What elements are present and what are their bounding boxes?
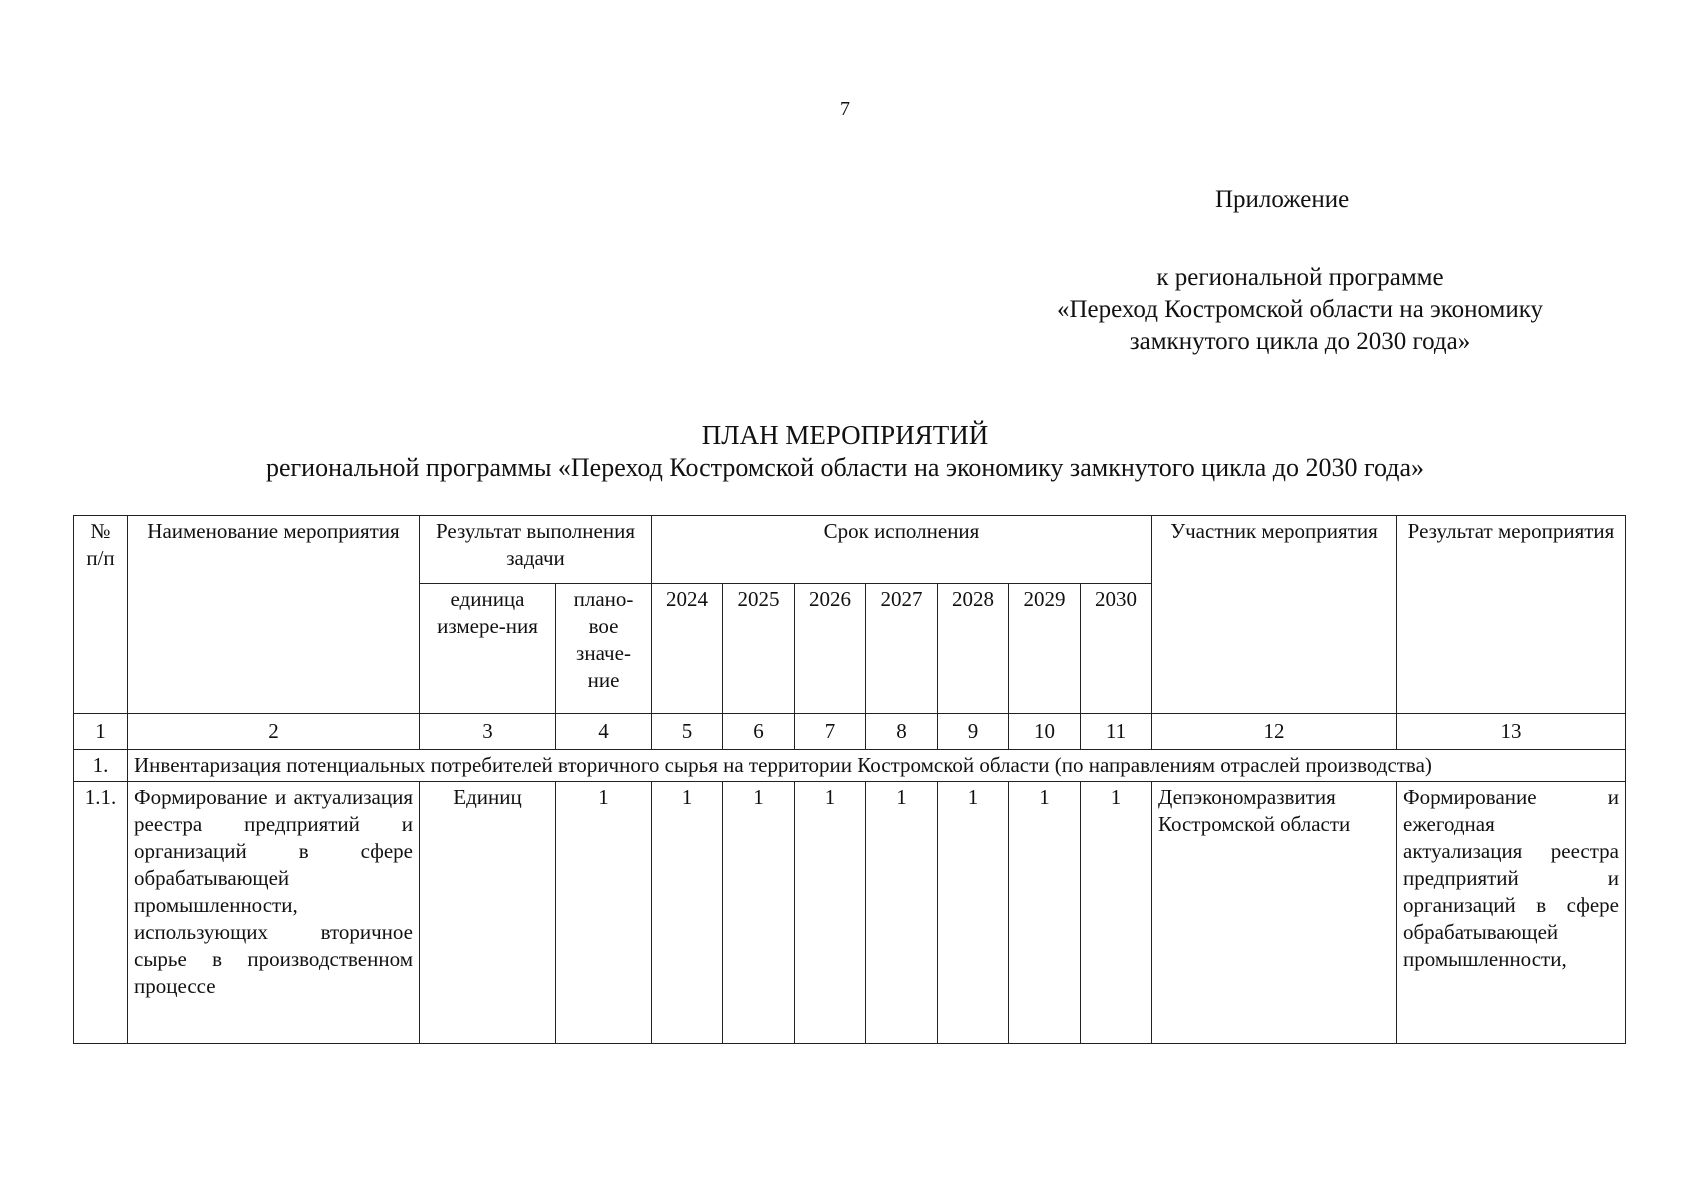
- column-number: 1: [74, 714, 128, 750]
- header-participant: Участник мероприятия: [1152, 516, 1397, 714]
- row-year-value: 1: [723, 782, 795, 1044]
- column-number: 9: [938, 714, 1009, 750]
- plan-subtitle: региональной программы «Переход Костромской области на экономику замкнутого цикла до 2030 года»: [265, 453, 1425, 482]
- column-number: 8: [866, 714, 938, 750]
- header-year: 2028: [938, 584, 1009, 714]
- annex-title: Приложение: [1215, 186, 1350, 213]
- row-name: Формирование и актуализация реестра предприятий и организаций в сфере обрабатывающей промышленности, использующих вторичное сырье в производственном процессе: [128, 782, 420, 1044]
- row-planned: 1: [556, 782, 652, 1044]
- row-year-value: 1: [938, 782, 1009, 1044]
- annex-reference: [990, 262, 1610, 358]
- header-name: Наименование мероприятия: [128, 516, 420, 714]
- column-number: 6: [723, 714, 795, 750]
- row-year-value: 1: [795, 782, 866, 1044]
- header-year: 2024: [652, 584, 723, 714]
- annex-ref-line: к региональной программе: [1156, 264, 1444, 291]
- section-row: [74, 750, 1626, 782]
- header-year: 2026: [795, 584, 866, 714]
- annex-ref-line: «Переход Костромской области на экономику: [1056, 296, 1544, 323]
- column-number: 12: [1152, 714, 1397, 750]
- header-year: 2029: [1009, 584, 1081, 714]
- header-year: 2025: [723, 584, 795, 714]
- annex-ref-line: замкнутого цикла до 2030 года»: [1129, 328, 1471, 355]
- header-year: 2030: [1081, 584, 1152, 714]
- page-number: 7: [840, 98, 850, 120]
- row-year-value: 1: [652, 782, 723, 1044]
- column-number: 10: [1009, 714, 1081, 750]
- column-number-row: [74, 714, 1626, 750]
- header-planned: плано-вое значе-ние: [556, 584, 652, 714]
- header-year: 2027: [866, 584, 938, 714]
- header-deadline: Срок исполнения: [652, 516, 1152, 584]
- row-result: Формирование и ежегодная актуализация реестра предприятий и организаций в сфере обрабатывающей промышленности,: [1397, 782, 1626, 1044]
- table-row: [74, 782, 1626, 1044]
- header-task-result: Результат выполнения задачи: [420, 516, 652, 584]
- plan-title: ПЛАН МЕРОПРИЯТИЙ: [701, 420, 989, 450]
- column-number: 4: [556, 714, 652, 750]
- column-number: 11: [1081, 714, 1152, 750]
- header-unit: единица измере-ния: [420, 584, 556, 714]
- plan-table: [73, 515, 1626, 1044]
- row-unit: Единиц: [420, 782, 556, 1044]
- section-title: Инвентаризация потенциальных потребителей вторичного сырья на территории Костромской области (по направлениям отраслей производства): [128, 750, 1626, 782]
- column-number: 2: [128, 714, 420, 750]
- header-num: № п/п: [74, 516, 128, 714]
- column-number: 7: [795, 714, 866, 750]
- row-participant: Депэкономразвития Костромской области: [1152, 782, 1397, 1044]
- row-year-value: 1: [866, 782, 938, 1044]
- row-year-value: 1: [1009, 782, 1081, 1044]
- header-result: Результат мероприятия: [1397, 516, 1626, 714]
- header-row: [74, 516, 1626, 584]
- row-num: 1.1.: [74, 782, 128, 1044]
- column-number: 3: [420, 714, 556, 750]
- column-number: 13: [1397, 714, 1626, 750]
- column-number: 5: [652, 714, 723, 750]
- section-num: 1.: [74, 750, 128, 782]
- row-year-value: 1: [1081, 782, 1152, 1044]
